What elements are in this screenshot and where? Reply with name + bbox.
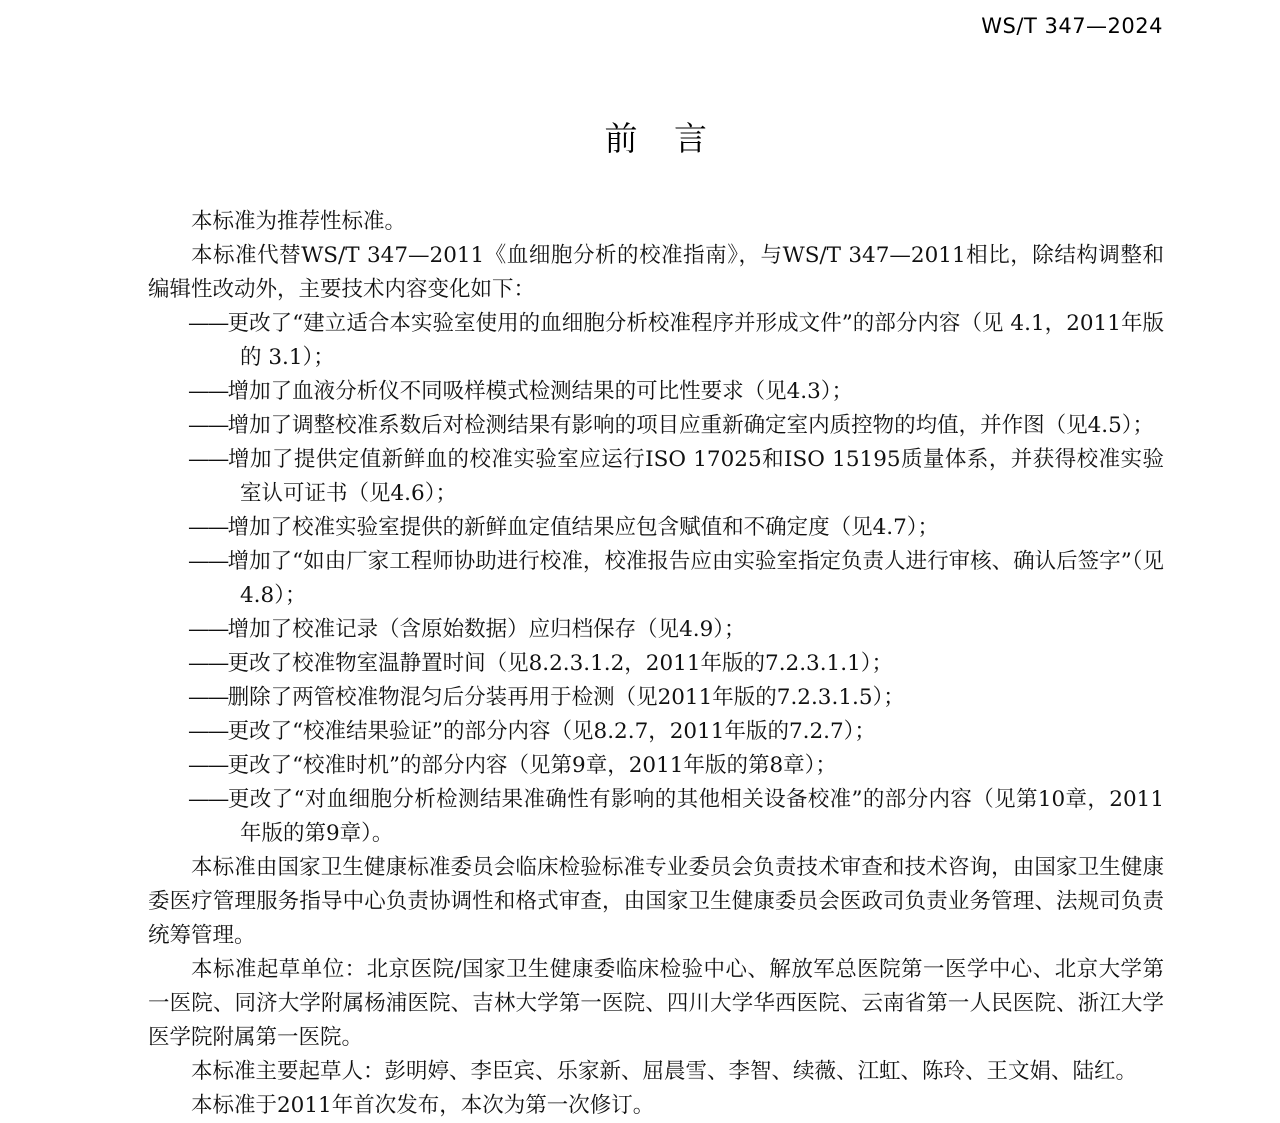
list-item <box>148 409 1164 443</box>
list-item-text: 更改了“对血细胞分析检测结果准确性有影响的其他相关设备校准”的部分内容（见第10章，2011年版的第9章）。 <box>227 787 1164 846</box>
list-item-text: 增加了“如由厂家工程师协助进行校准，校准报告应由实验室指定负责人进行审核、确认后签字”（见4.8）； <box>227 549 1164 608</box>
standard-number: WS/T 347—2024 <box>981 14 1163 38</box>
list-item <box>148 307 1164 375</box>
list-item-text: 更改了“建立适合本实验室使用的血细胞分析校准程序并形成文件”的部分内容（见 4.1，2011年版的 3.1）； <box>227 311 1164 370</box>
list-item-text: 增加了校准记录（含原始数据）应归档保存（见4.9）； <box>227 617 746 642</box>
paragraph-drafting-units: 本标准起草单位：北京医院/国家卫生健康委临床检验中心、解放军总医院第一医学中心、北京大学第一医院、同济大学附属杨浦医院、吉林大学第一医院、四川大学华西医院、云南省第一人民医院、浙江大学医学院附属第一医院。 <box>148 957 1164 1050</box>
list-item-text: 增加了调整校准系数后对检测结果有影响的项目应重新确定室内质控物的均值，并作图（见4.5）； <box>227 413 1155 438</box>
em-dash-marker: —— <box>188 651 228 676</box>
paragraph-review-responsibility: 本标准由国家卫生健康标准委员会临床检验标准专业委员会负责技术审查和技术咨询，由国家卫生健康委医疗管理服务指导中心负责协调性和格式审查，由国家卫生健康委员会医政司负责业务管理、法规司负责统筹管理。 <box>148 855 1164 948</box>
list-item <box>148 715 1164 749</box>
list-item <box>148 749 1164 783</box>
em-dash-marker: —— <box>188 617 228 642</box>
list-item <box>148 681 1164 715</box>
list-item <box>148 545 1164 613</box>
em-dash-marker: —— <box>188 549 228 574</box>
paragraph-revision-history: 本标准于2011年首次发布，本次为第一次修订。 <box>191 1093 655 1118</box>
em-dash-marker: —— <box>188 719 228 744</box>
list-item <box>148 511 1164 545</box>
changes-list <box>148 307 1164 851</box>
paragraph-replaces-standard: 本标准代替WS/T 347—2011《血细胞分析的校准指南》，与WS/T 347—2011相比，除结构调整和编辑性改动外，主要技术内容变化如下： <box>148 243 1164 302</box>
closing-paragraphs <box>148 851 1164 1123</box>
em-dash-marker: —— <box>188 787 228 812</box>
list-item-text: 增加了血液分析仪不同吸样模式检测结果的可比性要求（见4.3）； <box>227 379 854 404</box>
foreword-content <box>148 205 1164 1123</box>
page-body <box>148 0 1164 1123</box>
em-dash-marker: —— <box>188 379 228 404</box>
list-item <box>148 647 1164 681</box>
paragraph-drafters: 本标准主要起草人：彭明婷、李臣宾、乐家新、屈晨雪、李智、续薇、江虹、陈玲、王文娟、陆红。 <box>191 1059 1138 1084</box>
em-dash-marker: —— <box>188 311 228 336</box>
em-dash-marker: —— <box>188 685 228 710</box>
em-dash-marker: —— <box>188 515 228 540</box>
list-item-text: 删除了两管校准物混匀后分装再用于检测（见2011年版的7.2.3.1.5）； <box>227 685 905 710</box>
list-item <box>148 375 1164 409</box>
list-item-text: 更改了“校准时机”的部分内容（见第9章，2011年版的第8章）； <box>227 753 837 778</box>
list-item-text: 增加了提供定值新鲜血的校准实验室应运行ISO 17025和ISO 15195质量体系，并获得校准实验室认可证书（见4.6）； <box>227 447 1164 506</box>
list-item <box>148 783 1164 851</box>
title-char-1: 前 <box>604 119 638 158</box>
em-dash-marker: —— <box>188 753 228 778</box>
title-char-2: 言 <box>674 119 708 158</box>
page-title <box>148 0 1164 160</box>
list-item <box>148 613 1164 647</box>
list-item <box>148 443 1164 511</box>
paragraph-recommended-standard: 本标准为推荐性标准。 <box>191 209 407 234</box>
list-item-text: 更改了校准物室温静置时间（见8.2.3.1.2，2011年版的7.2.3.1.1）； <box>227 651 893 676</box>
list-item-text: 增加了校准实验室提供的新鲜血定值结果应包含赋值和不确定度（见4.7）； <box>227 515 940 540</box>
list-item-text: 更改了“校准结果验证”的部分内容（见8.2.7，2011年版的7.2.7）； <box>227 719 876 744</box>
em-dash-marker: —— <box>188 413 228 438</box>
em-dash-marker: —— <box>188 447 228 472</box>
